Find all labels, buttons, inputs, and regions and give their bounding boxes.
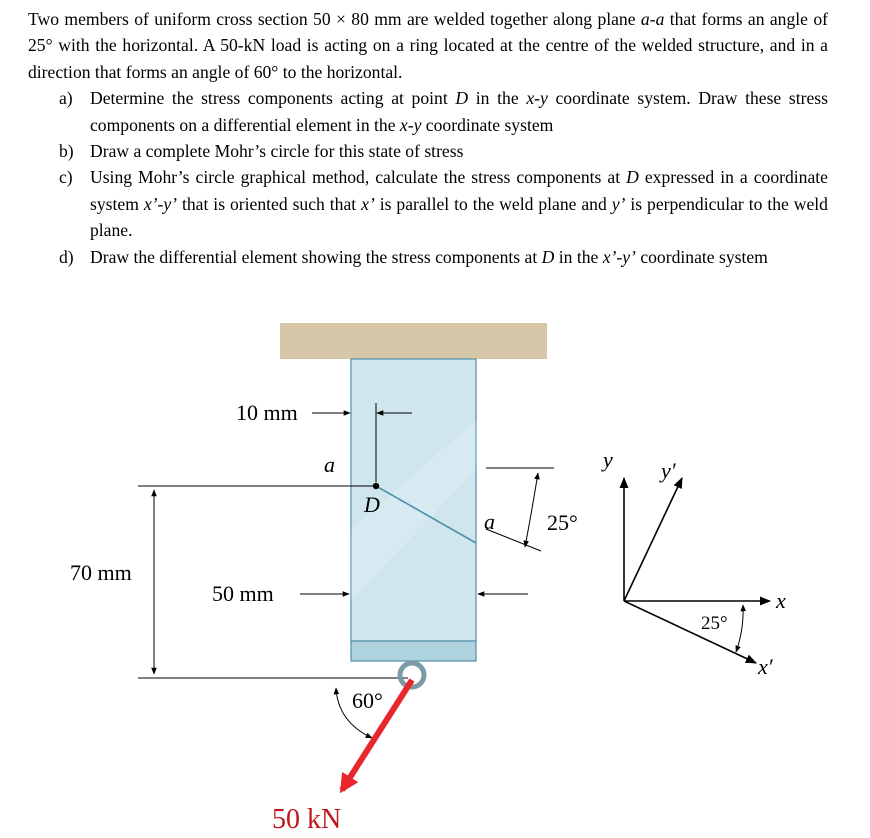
plane-label-left: a [324, 452, 335, 477]
plane-label-right: a [484, 509, 495, 534]
part-d-text-2: in the [554, 246, 603, 267]
part-a-text-4: coordinate system [421, 114, 554, 135]
axis-yp-label: y′ [661, 458, 676, 483]
part-d-label: d) [59, 246, 74, 267]
dim-10mm-label: 10 mm [236, 400, 298, 425]
intro-text-1: Two members of uniform cross section 50 × 80 mm are welded together along plane [28, 9, 641, 29]
load-angle-label: 60° [352, 688, 383, 713]
part-c-text-2: expressed in a coordinate system [90, 167, 828, 214]
part-d-text-3: coordinate system [635, 246, 768, 267]
part-a-text-3: coordinate system. Draw these stress components on a differential element in the [90, 88, 828, 135]
part-b-text-1: Draw a complete Mohr’s circle for this state of stress [90, 141, 464, 162]
axes-angle-label: 25° [701, 613, 728, 634]
axis-yp-line [624, 478, 682, 601]
load-label: 50 kN [272, 804, 342, 835]
dim-50mm-label: 50 mm [212, 581, 274, 606]
part-c-text-3: that is oriented such that [177, 193, 362, 214]
fixed-support [280, 323, 547, 359]
part-d-var-1: D [541, 246, 555, 267]
axis-xp-label: x′ [758, 654, 773, 679]
point-d-label: D [364, 492, 380, 517]
axis-x-label: x [776, 588, 786, 613]
axis-y-label: y [603, 447, 613, 472]
weld-angle-arc [525, 473, 538, 547]
part-a-var-3: x-y [399, 114, 422, 135]
part-c-label: c) [59, 167, 73, 188]
part-b-label: b) [59, 141, 74, 162]
weld-angle-inclined [486, 529, 541, 551]
axes-angle-arc [736, 605, 743, 652]
part-a-text-2: in the [468, 88, 527, 109]
part-c-text-5: is perpendicular to the weld plane. [90, 193, 828, 241]
part-c-var-1: D [626, 167, 639, 188]
part-d-text-1: Draw the differential element showing the stress components at [90, 246, 542, 267]
part-c-text-1: Using Mohr’s circle graphical method, calculate the stress components at [90, 167, 627, 188]
part-c-var-2: x’-y’ [143, 193, 178, 214]
part-a-label: a) [59, 88, 73, 109]
axis-xp-line [624, 601, 756, 663]
dim-70mm-label: 70 mm [70, 560, 132, 585]
part-c-var-4: y’ [611, 193, 626, 214]
intro-text-2: that forms an angle of 25° with the horizontal. A 50-kN load is acting on a ring located at the centre of the welded structure, and in a direction that forms an angle of 60° to the horizontal. [28, 9, 828, 82]
part-a-var-1: D [455, 88, 469, 109]
part-a-var-2: x-y [526, 88, 548, 109]
weld-angle-label: 25° [547, 510, 578, 535]
intro-plane-aa: a-a [640, 9, 665, 29]
part-a-text-1: Determine the stress components acting at point [90, 88, 456, 109]
part-d-var-2: x’-y’ [602, 246, 636, 267]
part-c-var-3: x’ [361, 193, 375, 214]
part-c-text-4: is parallel to the weld plane and [374, 193, 612, 214]
end-cap [351, 641, 476, 661]
